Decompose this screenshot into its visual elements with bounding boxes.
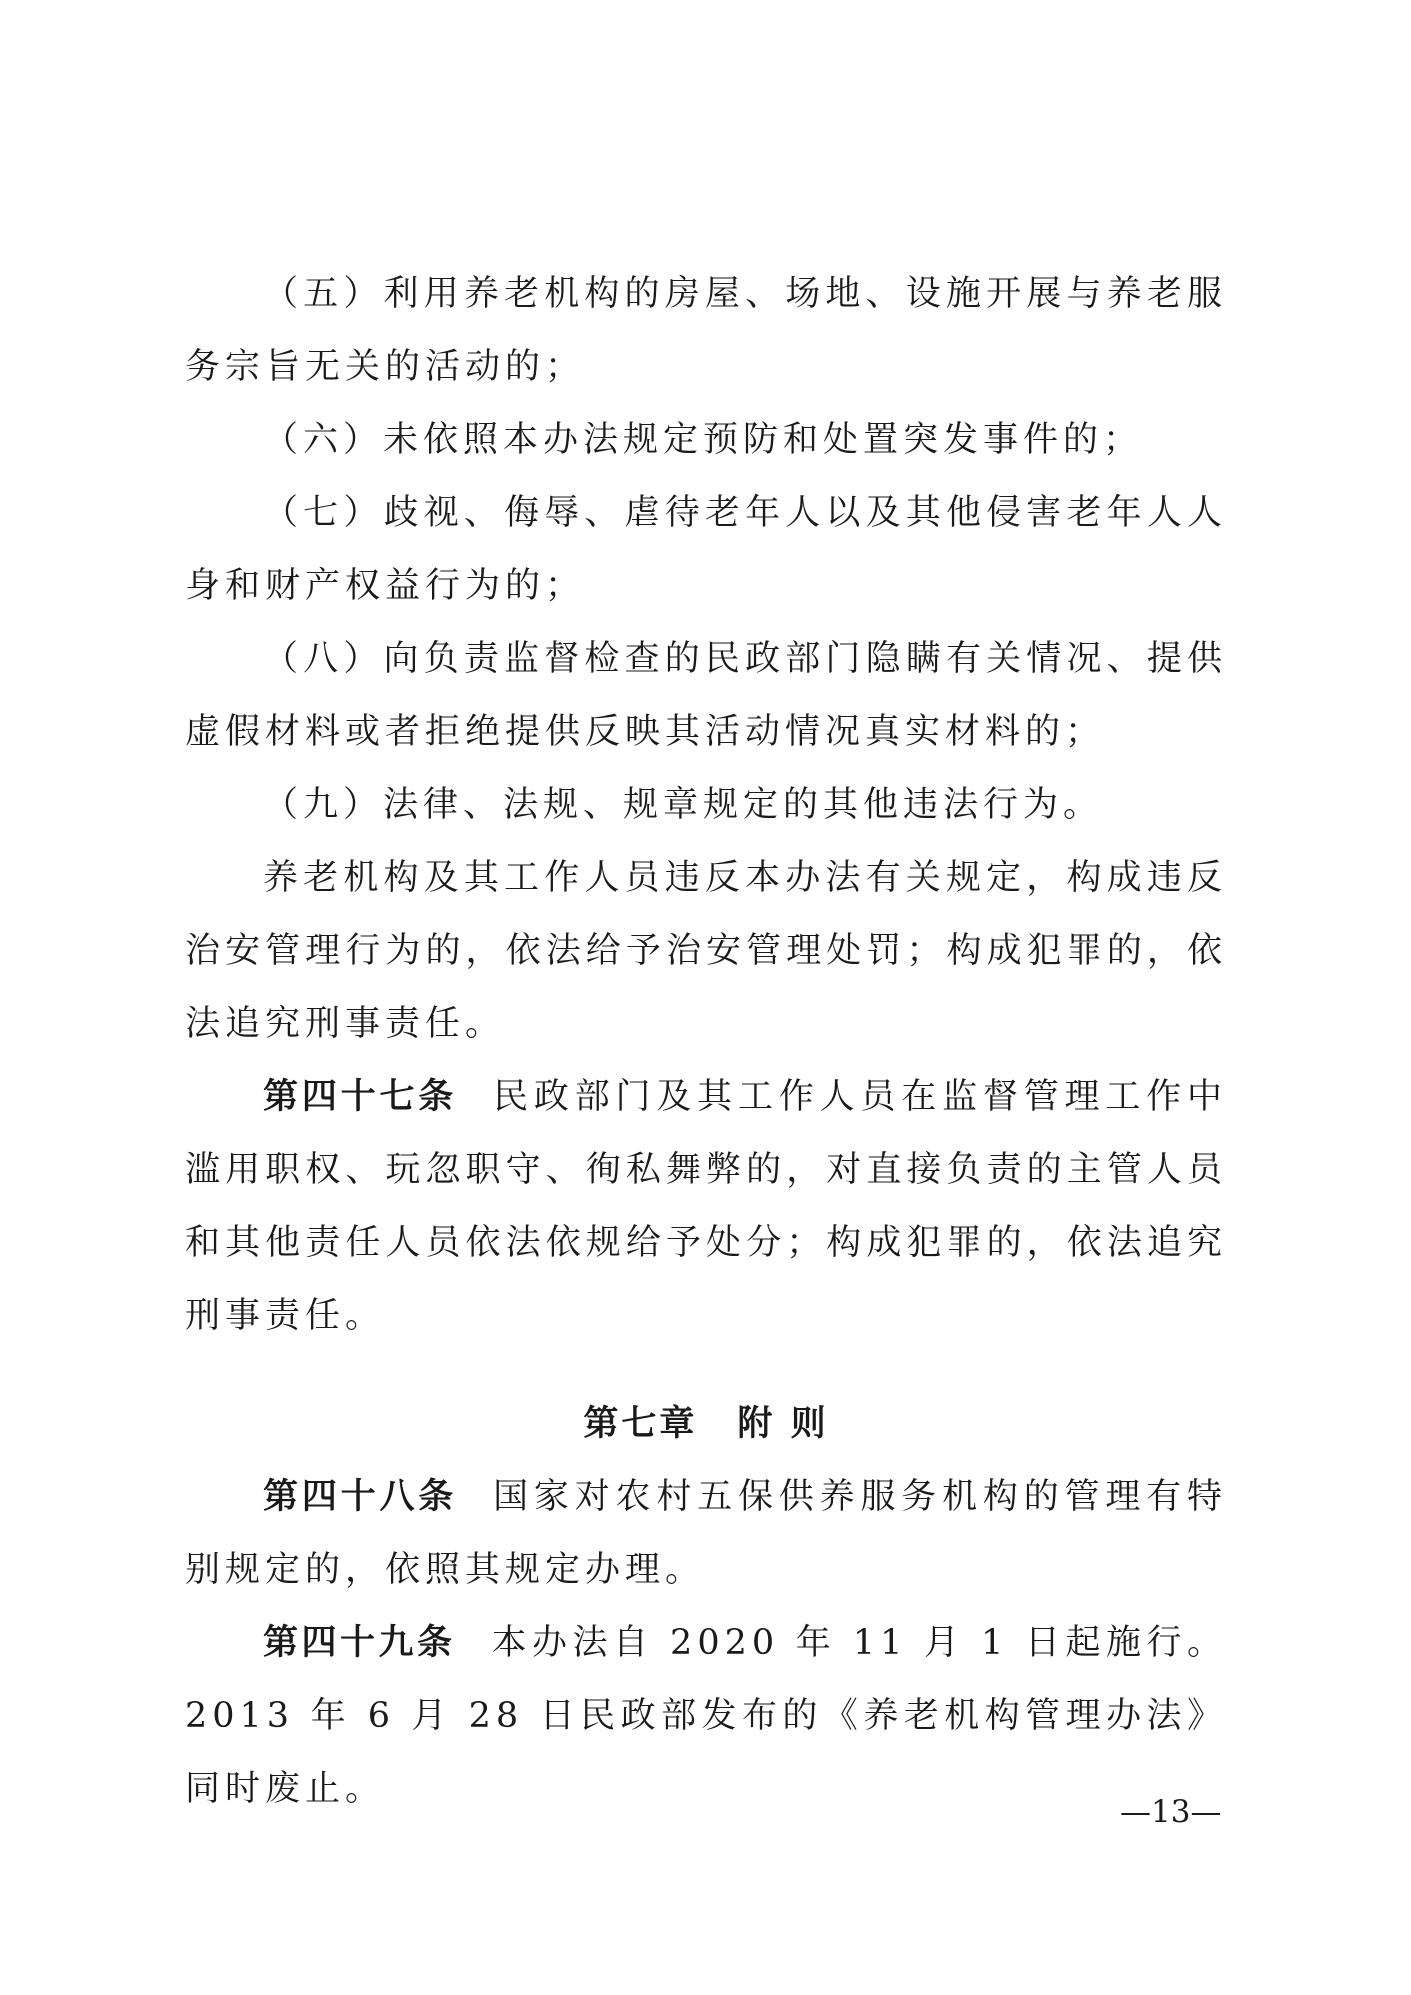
list-item-nine: （九）法律、法规、规章规定的其他违法行为。: [263, 785, 1104, 825]
article-47: [185, 1061, 1227, 1353]
document-body: [185, 258, 1227, 1826]
article-49-text: 本办法自 2020 年 11 月 1 日起施行。2013 年 6 月 28 日民政部发布的《养老机构管理办法》同时废止。: [185, 1623, 1227, 1809]
list-item-five: （五）利用养老机构的房屋、场地、设施开展与养老服务宗旨无关的活动的；: [185, 274, 1227, 387]
list-item-eight: （八）向负责监督检查的民政部门隐瞒有关情况、提供虚假材料或者拒绝提供反映其活动情况真实材料的；: [185, 639, 1227, 752]
page-number: —13—: [1120, 1794, 1222, 1830]
article-48-text: 国家对农村五保供养服务机构的管理有特别规定的，依照其规定办理。: [185, 1477, 1227, 1590]
article-48-label: 第四十八条: [263, 1477, 458, 1517]
chapter-number: 第七章: [583, 1404, 698, 1444]
article-49: [185, 1607, 1227, 1826]
article-49-label: 第四十九条: [263, 1623, 456, 1663]
list-item-seven: （七）歧视、侮辱、虐待老年人以及其他侵害老年人人身和财产权益行为的；: [185, 493, 1227, 606]
article-47-text: 民政部门及其工作人员在监督管理工作中滥用职权、玩忽职守、徇私舞弊的，对直接负责的主管人员和其他责任人员依法依规给予处分；构成犯罪的，依法追究刑事责任。: [185, 1077, 1227, 1336]
chapter-heading: [185, 1388, 1227, 1461]
chapter-title: 附 则: [737, 1404, 829, 1444]
penalty-paragraph: 养老机构及其工作人员违反本办法有关规定，构成违反治安管理行为的，依法给予治安管理处罚；构成犯罪的，依法追究刑事责任。: [185, 858, 1227, 1044]
article-48: [185, 1461, 1227, 1607]
list-item-six: （六）未依照本办法规定预防和处置突发事件的；: [263, 420, 1144, 460]
article-47-label: 第四十七条: [263, 1077, 458, 1117]
